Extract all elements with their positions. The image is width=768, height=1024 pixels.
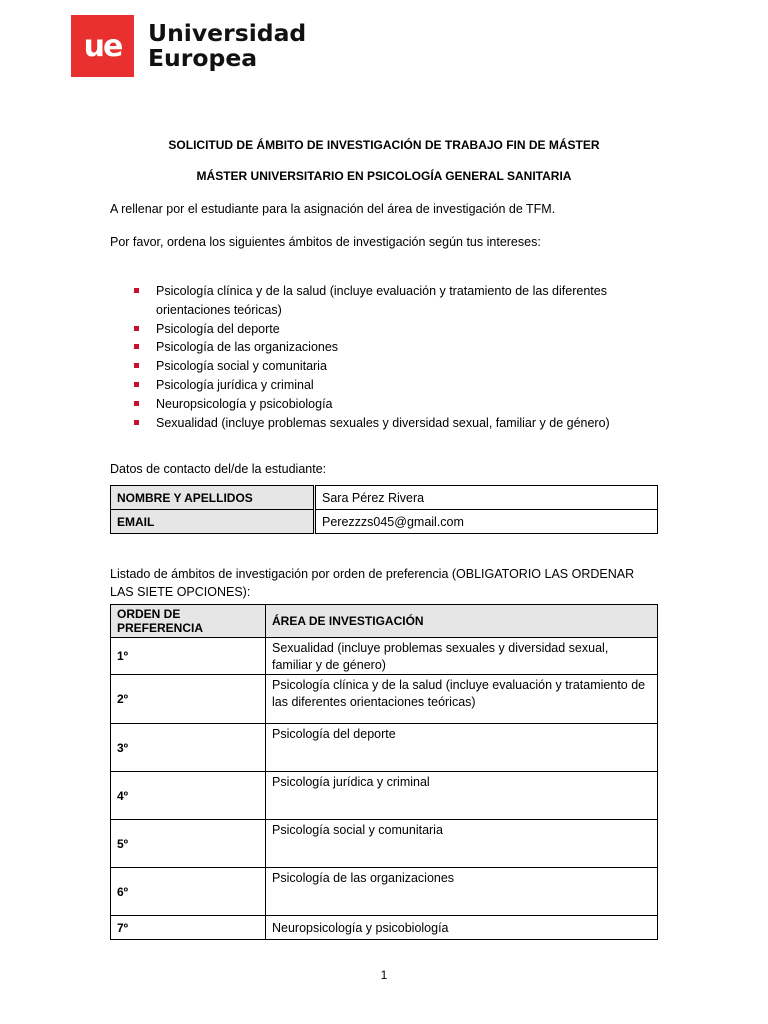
contact-table (110, 485, 658, 534)
email-value[interactable]: Perezzzs045@gmail.com (315, 510, 658, 534)
order-cell: 3º (111, 724, 266, 772)
table-row (111, 820, 658, 868)
name-value[interactable]: Sara Pérez Rivera (315, 486, 658, 510)
table-row (111, 868, 658, 916)
area-cell[interactable]: Psicología clínica y de la salud (incluye evaluación y tratamiento de las diferentes orientaciones teóricas) (266, 675, 658, 724)
list-item: Sexualidad (incluye problemas sexuales y diversidad sexual, familiar y de género) (110, 414, 658, 433)
list-item: Psicología del deporte (110, 320, 658, 339)
bullet-icon (134, 363, 139, 368)
instruction-text: Por favor, ordena los siguientes ámbitos de investigación según tus intereses: (110, 235, 541, 249)
table-row (111, 638, 658, 675)
order-cell: 6º (111, 868, 266, 916)
logo-line-1: Universidad (148, 19, 307, 47)
list-item: Psicología jurídica y criminal (110, 376, 658, 395)
area-cell[interactable]: Psicología de las organizaciones (266, 868, 658, 916)
bullet-icon (134, 401, 139, 406)
area-column-header: ÁREA DE INVESTIGACIÓN (266, 605, 658, 638)
research-areas-list (110, 282, 658, 432)
contact-heading: Datos de contacto del/de la estudiante: (110, 462, 327, 476)
bullet-icon (134, 344, 139, 349)
order-cell: 7º (111, 916, 266, 940)
preferences-heading: Listado de ámbitos de investigación por orden de preferencia (OBLIGATORIO LAS ORDENAR LAS SIETE OPCIONES): (110, 567, 635, 599)
area-cell[interactable]: Psicología social y comunitaria (266, 820, 658, 868)
area-cell[interactable]: Neuropsicología y psicobiología (266, 916, 658, 940)
name-label: NOMBRE Y APELLIDOS (111, 486, 315, 510)
intro-text: A rellenar por el estudiante para la asignación del área de investigación de TFM. (110, 202, 556, 216)
ue-logo-mark: ue (71, 15, 134, 77)
logo-wordmark (148, 21, 306, 71)
list-item: Psicología social y comunitaria (110, 357, 658, 376)
order-cell: 1º (111, 638, 266, 675)
bullet-icon (134, 288, 139, 293)
area-cell[interactable]: Psicología jurídica y criminal (266, 772, 658, 820)
document-subtitle: MÁSTER UNIVERSITARIO EN PSICOLOGÍA GENERAL SANITARIA (196, 169, 572, 183)
list-item: Psicología de las organizaciones (110, 338, 658, 357)
table-row (111, 510, 658, 534)
table-row (111, 724, 658, 772)
university-logo (71, 15, 306, 77)
table-row (111, 772, 658, 820)
bullet-icon (134, 382, 139, 387)
table-row (111, 486, 658, 510)
order-cell: 2º (111, 675, 266, 724)
table-header-row (111, 605, 658, 638)
area-cell[interactable]: Sexualidad (incluye problemas sexuales y diversidad sexual, familiar y de género) (266, 638, 658, 675)
order-cell: 4º (111, 772, 266, 820)
bullet-icon (134, 420, 139, 425)
table-row (111, 916, 658, 940)
email-label: EMAIL (111, 510, 315, 534)
table-row (111, 675, 658, 724)
bullet-icon (134, 326, 139, 331)
order-column-header: ORDEN DE PREFERENCIA (111, 605, 266, 638)
logo-line-2: Europea (148, 44, 258, 72)
document-title: SOLICITUD DE ÁMBITO DE INVESTIGACIÓN DE TRABAJO FIN DE MÁSTER (168, 138, 600, 152)
page-number: 1 (380, 968, 388, 982)
list-item: Psicología clínica y de la salud (incluye evaluación y tratamiento de las diferentes orientaciones teóricas) (110, 282, 658, 320)
order-cell: 5º (111, 820, 266, 868)
list-item: Neuropsicología y psicobiología (110, 395, 658, 414)
preferences-table (110, 604, 658, 940)
area-cell[interactable]: Psicología del deporte (266, 724, 658, 772)
